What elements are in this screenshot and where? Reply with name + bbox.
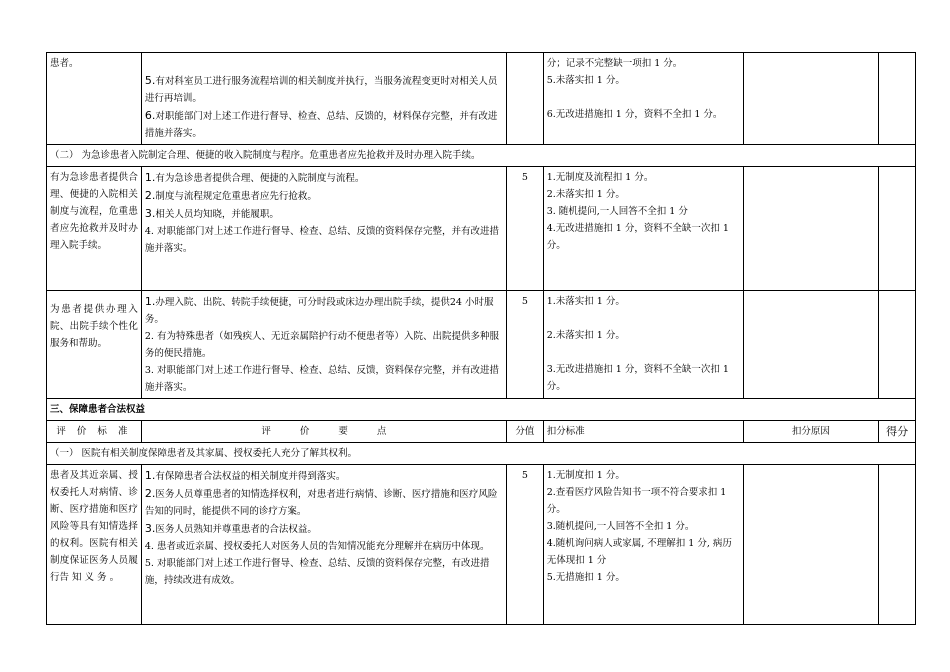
point-item: 2. 有为特殊患者（如残疾人、无近亲属陪护行动不便患者等）入院、出院提供多种服务的便民措施。 <box>144 331 499 359</box>
header-standard: 评 价 标 准 <box>47 421 142 443</box>
point-item: 1.办理入院、出院、转院手续便捷，可分时段或床边办理出院手续，提供24 小时服务。 <box>144 295 494 325</box>
point-item: 4. 对职能部门对上述工作进行督导、检查、总结、反馈的资料保存完整，并有改进措施并落实。 <box>144 226 499 254</box>
points-cell <box>141 53 506 145</box>
table-row <box>47 465 916 625</box>
table-row <box>47 291 916 399</box>
points-cell <box>141 465 506 625</box>
evaluation-table <box>46 52 916 625</box>
point-item: 2.医务人员尊重患者的知情选择权利，对患者进行病情、诊断、医疗措施和医疗风险告知的同时，能提供不同的诊疗方案。 <box>144 487 498 517</box>
deduction-cell: 1.无制度扣 1 分。 2.查看医疗风险告知书一项不符合要求扣 1 分。 3.随机提问,一人回答不全扣 1 分。 4.随机询问病人或家属, 不理解扣 1 分, 病历无体现扣 1 分 5.无措施扣 1 分。 <box>543 465 743 625</box>
points-cell <box>141 167 506 291</box>
score-cell <box>506 53 543 145</box>
score-cell: 5 <box>506 167 543 291</box>
deduction-cell: 分；记录不完整缺一项扣 1 分。 5.未落实扣 1 分。 6.无改进措施扣 1 分，资料不全扣 1 分。 <box>543 53 743 145</box>
point-item: 3.医务人员熟知并尊重患者的合法权益。 <box>144 522 317 535</box>
point-item: 5. 对职能部门对上述工作进行督导、检查、总结、反馈的资料保存完整，有改进措施，持续改进有成效。 <box>144 558 490 586</box>
deduction-cell: 1.未落实扣 1 分。 2.未落实扣 1 分。 3.无改进措施扣 1 分，资料不全缺一次扣 1 分。 <box>543 291 743 399</box>
table-row <box>47 53 916 145</box>
header-reason: 扣分原因 <box>743 421 879 443</box>
header-deduction-standard: 扣分标准 <box>543 421 743 443</box>
point-item: 5.有对科室员工进行服务流程培训的相关制度并执行，当服务流程变更时对相关人员进行再培训。 <box>144 74 498 104</box>
point-item: 2.制度与流程规定危重患者应先行抢救。 <box>144 189 317 202</box>
deduction-cell: 1.无制度及流程扣 1 分。 2.未落实扣 1 分。 3. 随机提问,一人回答不全扣 1 分 4.无改进措施扣 1 分，资料不全缺一次扣 1 分。 <box>543 167 743 291</box>
mark-cell[interactable] <box>879 465 916 625</box>
mark-cell[interactable] <box>879 167 916 291</box>
point-item: 4. 患者或近亲属、授权委托人对医务人员的告知情况能充分理解并在病历中体现。 <box>144 541 490 552</box>
section-row <box>47 443 916 465</box>
reason-cell[interactable] <box>743 167 879 291</box>
header-mark: 得分 <box>879 421 916 443</box>
reason-cell[interactable] <box>743 465 879 625</box>
score-cell: 5 <box>506 465 543 625</box>
mark-cell[interactable] <box>879 53 916 145</box>
table-row <box>47 167 916 291</box>
section-row <box>47 145 916 167</box>
point-item: 1.有保障患者合法权益的相关制度并得到落实。 <box>144 469 346 482</box>
section-row <box>47 399 916 421</box>
point-item: 6.对职能部门对上述工作进行督导、检查、总结、反馈的，材料保存完整，并有改进措施并落实。 <box>144 109 498 139</box>
reason-cell[interactable] <box>743 53 879 145</box>
header-score: 分值 <box>506 421 543 443</box>
score-cell: 5 <box>506 291 543 399</box>
mark-cell[interactable] <box>879 291 916 399</box>
standard-cell: 患者及其近亲属、授权委托人对病情、诊断、医疗措施和医疗风险等具有知情选择的权利。医院有相关制度保证医务人员履行告 知 义 务 。 <box>47 465 142 625</box>
reason-cell[interactable] <box>743 291 879 399</box>
header-points: 评 价 要 点 <box>141 421 506 443</box>
section-title: （二） 为急诊患者入院制定合理、便捷的收入院制度与程序。危重患者应先抢救并及时办理入院手续。 <box>47 145 916 167</box>
standard-cell: 有为急诊患者提供合理、便捷的入院相关制度与流程，危重患者应先抢救并及时办理入院手续。 <box>47 167 142 291</box>
section-heading: 三、保障患者合法权益 <box>47 399 916 421</box>
point-item: 3. 对职能部门对上述工作进行督导、检查、总结、反馈，资料保存完整，并有改进措施并落实。 <box>144 365 499 393</box>
section-title: （一） 医院有相关制度保障患者及其家属、授权委托人充分了解其权利。 <box>47 443 916 465</box>
point-item: 1.有为急诊患者提供合理、便捷的入院制度与流程。 <box>144 171 365 184</box>
standard-cell: 为患者提供办理入院、出院手续个性化服务和帮助。 <box>47 291 142 399</box>
points-cell <box>141 291 506 399</box>
header-row <box>47 421 916 443</box>
point-item: 3.相关人员均知晓，并能履职。 <box>144 207 279 220</box>
standard-cell: 患者。 <box>47 53 142 145</box>
